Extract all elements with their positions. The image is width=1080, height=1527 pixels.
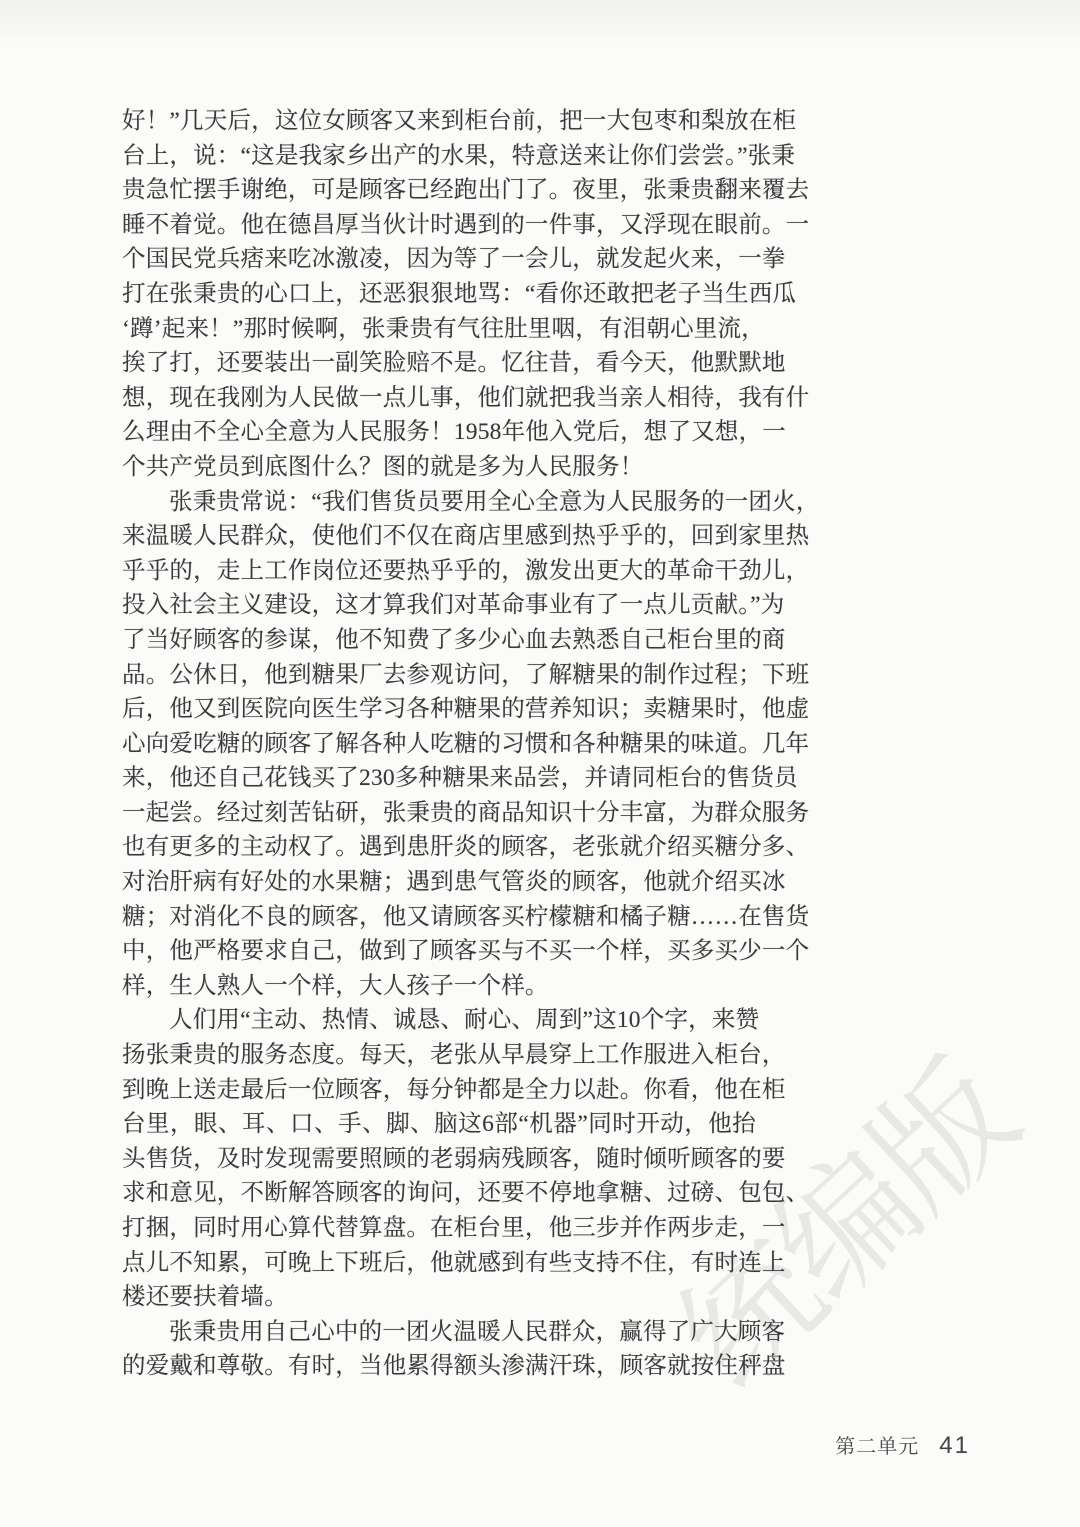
text-line: 头售货，及时发现需要照顾的老弱病残顾客，随时倾听顾客的要: [122, 1145, 786, 1172]
text-line: 对治肝病有好处的水果糖；遇到患气管炎的顾客，他就介绍买冰: [122, 869, 786, 896]
text-line: 样，生人熟人一个样，大人孩子一个样。: [122, 972, 549, 999]
text-line: ‘蹲’起来！”那时候啊，张秉贵有气往肚里咽，有泪朝心里流，: [122, 315, 765, 342]
text-line: 人们用“主动、热情、诚恳、耐心、周到”这10个字，来赞: [169, 1007, 760, 1034]
text-line: 投入社会主义建设，这才算我们对革命事业有了一点儿贡献。”为: [122, 592, 785, 619]
text-line: 品。公休日，他到糖果厂去参观访问，了解糖果的制作过程；下班: [122, 661, 810, 688]
text-line: 么理由不全心全意为人民服务！1958年他入党后，想了又想，一: [122, 419, 786, 446]
text-line: 个国民党兵痞来吃冰激凌，因为等了一会儿，就发起火来，一拳: [122, 246, 786, 273]
text-line: 打在张秉贵的心口上，还恶狠狠地骂：“看你还敢把老子当生西瓜: [122, 280, 797, 307]
text-line: 糖；对消化不良的顾客，他又请顾客买柠檬糖和橘子糖……在售货: [122, 903, 810, 930]
text-line: 个共产党员到底图什么？图的就是多为人民服务！: [122, 453, 644, 480]
page-number: 41: [939, 1432, 970, 1459]
text-line: 睡不着觉。他在德昌厚当伙计时遇到的一件事，又浮现在眼前。一: [122, 211, 810, 238]
text-line: 台上，说：“这是我家乡出产的水果，特意送来让你们尝尝。”张秉: [122, 142, 796, 169]
unit-label: 第二单元: [835, 1436, 920, 1458]
page-footer: [835, 1430, 970, 1460]
text-line: 张秉贵常说：“我们售货员要用全心全意为人民服务的一团火，: [169, 488, 820, 515]
text-line: 了当好顾客的参谋，他不知费了多少心血去熟悉自己柜台里的商: [122, 626, 786, 653]
text-line: 的爱戴和尊敬。有时，当他累得额头渗满汗珠，顾客就按住秤盘: [122, 1353, 786, 1380]
text-line: 贵急忙摆手谢绝，可是顾客已经跑出门了。夜里，张秉贵翻来覆去: [122, 177, 810, 204]
text-line: 一起尝。经过刻苦钻研，张秉贵的商品知识十分丰富，为群众服务: [122, 799, 810, 826]
text-line: 到晚上送走最后一位顾客，每分钟都是全力以赴。你看，他在柜: [122, 1076, 786, 1103]
text-line: 来温暖人民群众，使他们不仅在商店里感到热乎乎的，回到家里热: [122, 523, 810, 550]
text-line: 也有更多的主动权了。遇到患肝炎的顾客，老张就介绍买糖分多、: [122, 834, 810, 861]
text-line: 乎乎的，走上工作岗位还要热乎乎的，激发出更大的革命干劲儿，: [122, 557, 810, 584]
text-line: 中，他严格要求自己，做到了顾客买与不买一个样，买多买少一个: [122, 938, 810, 965]
lesson-text: [122, 104, 820, 1384]
text-line: 点儿不知累，可晚上下班后，他就感到有些支持不住，有时连上: [122, 1249, 786, 1276]
text-line: 心向爱吃糖的顾客了解各种人吃糖的习惯和各种糖果的味道。几年: [122, 730, 810, 757]
text-line: 扬张秉贵的服务态度。每天，老张从早晨穿上工作服进入柜台，: [122, 1042, 786, 1069]
text-line: 求和意见，不断解答顾客的询问，还要不停地拿糖、过磅、包包、: [122, 1180, 810, 1207]
text-line: 来，他还自己花钱买了230多种糖果来品尝，并请同柜台的售货员: [122, 765, 798, 792]
text-line: 张秉贵用自己心中的一团火温暖人民群众，赢得了广大顾客: [169, 1318, 786, 1345]
text-line: 挨了打，还要装出一副笑脸赔不是。忆往昔，看今天，他默默地: [122, 350, 786, 377]
text-line: 台里，眼、耳、口、手、脚、脑这6部“机器”同时开动，他抬: [122, 1111, 756, 1138]
edition-watermark: 统编版: [653, 1039, 1043, 1417]
text-line: 楼还要扶着墙。: [122, 1284, 288, 1311]
text-line: 后，他又到医院向医生学习各种糖果的营养知识；卖糖果时，他虚: [122, 696, 810, 723]
text-line: 好！”几天后，这位女顾客又来到柜台前，把一大包枣和梨放在柜: [122, 108, 797, 134]
text-line: 想，现在我刚为人民做一点儿事，他们就把我当亲人相待，我有什: [122, 384, 810, 411]
text-line: 打捆，同时用心算代替算盘。在柜台里，他三步并作两步走，一: [122, 1215, 786, 1241]
